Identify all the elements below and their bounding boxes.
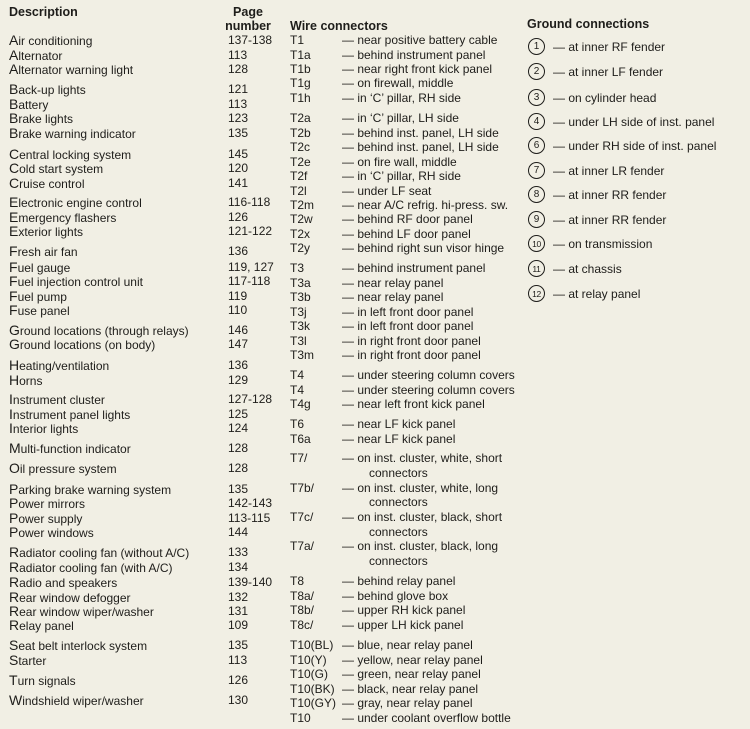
description-text: il pressure system [19,462,117,476]
ground-number-circle: 4 [528,113,545,130]
wire-code: T2w [290,212,313,226]
wire-location: — near A/C refrig. hi-press. sw. [342,198,509,212]
description-text: adiator cooling fan (with A/C) [19,561,173,575]
wire-location: — on inst. cluster, black, short [342,510,503,524]
page-number: 134 [228,560,249,574]
wire-code: T10 [290,711,311,725]
description-initial: E [9,223,19,239]
page-number: 113 [228,97,248,111]
page-number: 135 [228,482,249,496]
wire-code: T2e [290,155,311,169]
wire-code: T8b/ [290,603,315,617]
description-item [9,693,144,709]
description-item [9,545,189,561]
page-number: 109 [228,618,249,632]
description-text: round locations (on body) [19,338,156,352]
description-text: nstrument cluster [12,393,105,407]
description-initial: R [9,603,20,619]
ground-location: — at inner RR fender [553,187,667,202]
wire-location: — near left front kick panel [342,397,485,411]
description-initial: G [9,336,20,352]
ground-location: — at relay panel [553,286,641,301]
description-initial: R [9,574,20,590]
description-initial: P [9,524,19,540]
description-item [9,673,76,689]
ground-number-circle: 1 [528,38,545,55]
ground-number-circle: 12 [528,285,545,302]
wire-location: — in ‘C’ pillar, LH side [342,111,459,125]
description-initial: I [9,406,13,422]
wire-code: T3 [290,261,305,275]
wire-code: T10(GY) [290,696,337,710]
page-number: 147 [228,337,249,351]
wire-location: — on fire wall, middle [342,155,457,169]
description-text: ower mirrors [18,497,86,511]
page-number: 119 [228,289,248,303]
wire-location: — green, near relay panel [342,667,481,681]
description-text: attery [18,98,49,112]
ground-location: — on transmission [553,236,653,251]
wire-code: T7c/ [290,510,314,524]
page-number: 142-143 [228,496,273,510]
description-text: uel injection control unit [17,275,143,289]
wire-location: — in ‘C’ pillar, RH side [342,169,461,183]
description-initial: F [9,302,18,318]
ground-location: — at inner LF fender [553,64,664,79]
description-text: entral locking system [19,148,132,162]
wire-code: T3b [290,290,311,304]
page-number: 130 [228,693,249,707]
wire-location: — near positive battery cable [342,33,498,47]
wire-code: T4 [290,383,305,397]
description-text: adio and speakers [19,576,118,590]
wire-location: — in ‘C’ pillar, RH side [342,91,461,105]
wire-code: T10(BL) [290,638,334,652]
page-number: 129 [228,373,249,387]
wire-location: — under steering column covers [342,368,515,382]
description-item [9,441,131,457]
page-header-line1: Page [233,5,263,19]
wire-location: — near LF kick panel [342,432,456,446]
ground-item [528,113,714,130]
wire-location: — upper LH kick panel [342,618,464,632]
description-initial: M [9,440,21,456]
page-number: 141 [228,176,249,190]
description-initial: A [9,32,19,48]
wire-location: — behind instrument panel [342,48,486,62]
description-initial: E [9,209,19,225]
description-initial: P [9,481,19,497]
page-number: 128 [228,62,249,76]
wire-code: T2f [290,169,308,183]
description-text: lternator warning light [18,63,134,77]
wire-code: T2l [290,184,307,198]
description-text: indshield wiper/washer [22,694,144,708]
ground-number-circle: 3 [528,89,545,106]
wire-code: T4g [290,397,311,411]
wire-location: — in left front door panel [342,305,474,319]
ground-item [528,285,640,302]
wire-location: — on inst. cluster, black, long [342,539,499,553]
wire-location: — under LF seat [342,184,432,198]
description-initial: S [9,637,19,653]
description-initial: H [9,372,20,388]
ground-number-circle: 11 [528,260,545,277]
description-initial: A [9,47,19,63]
page-number-header [222,5,274,33]
ground-location: — at inner RF fender [553,39,666,54]
wire-location: — behind relay panel [342,574,456,588]
wire-code: T2b [290,126,311,140]
wire-code: T1h [290,91,311,105]
wire-code: T3l [290,334,307,348]
description-text: orns [19,374,43,388]
description-initial: E [9,194,19,210]
page-number: 145 [228,147,249,161]
wire-code: T6 [290,417,305,431]
ground-item [528,63,663,80]
page-number: 136 [228,244,249,258]
page-number: 113 [228,653,248,667]
page-number: 136 [228,358,249,372]
ground-location: — at chassis [553,261,622,276]
ground-item [528,137,716,154]
description-text: tarter [18,654,47,668]
ground-location: — at inner RR fender [553,212,667,227]
description-item [9,33,92,49]
ground-number-circle: 2 [528,63,545,80]
description-item [9,461,117,477]
wire-location: — blue, near relay panel [342,638,473,652]
wire-code: T3m [290,348,314,362]
description-text: nstrument panel lights [12,408,131,422]
wire-location: — near LF kick panel [342,417,456,431]
ground-number-circle: 10 [528,235,545,252]
wire-code: T7/ [290,451,308,465]
description-item [9,111,73,127]
description-initial: B [9,125,19,141]
page-number: 125 [228,407,249,421]
description-item [9,224,83,240]
description-text: lectronic engine control [18,196,142,210]
wire-code: T1a [290,48,311,62]
description-item [9,62,133,78]
description-initial: P [9,510,19,526]
description-item [9,274,143,290]
description-item [9,303,70,319]
wire-location: — on firewall, middle [342,76,454,90]
description-item [9,244,78,260]
description-text: xterior lights [18,225,84,239]
wire-code: T6a [290,432,311,446]
wire-location: — near right front kick panel [342,62,493,76]
ground-number-circle: 8 [528,186,545,203]
description-text: urn signals [17,674,76,688]
ground-number-circle: 6 [528,137,545,154]
wire-code: T10(G) [290,667,329,681]
description-text: elay panel [19,619,74,633]
wire-code: T10(Y) [290,653,327,667]
description-initial: B [9,96,19,112]
wire-location: — gray, near relay panel [342,696,473,710]
ground-item [528,260,622,277]
wire-location: connectors [369,554,428,568]
wire-code: T2y [290,241,311,255]
description-initial: R [9,589,20,605]
wire-code: T8 [290,574,305,588]
page-header-line2: number [225,19,271,33]
wire-code: T8c/ [290,618,314,632]
description-text: uel pump [17,290,67,304]
wire-location: — near relay panel [342,276,444,290]
description-text: ack-up lights [18,83,86,97]
page-number: 133 [228,545,249,559]
wire-code: T7a/ [290,539,315,553]
description-initial: G [9,322,20,338]
wire-location: — yellow, near relay panel [342,653,483,667]
description-item [9,195,142,211]
description-item [9,496,85,512]
ground-item [528,162,664,179]
description-initial: T [9,672,18,688]
page-number: 119, 127 [228,260,274,274]
page-number: 135 [228,638,249,652]
description-item [9,618,74,634]
wire-location: — under coolant overflow bottle [342,711,511,725]
page-number: 131 [228,604,249,618]
wire-location: — behind RF door panel [342,212,473,226]
description-item [9,337,155,353]
ground-item [528,186,666,203]
description-initial: C [9,175,20,191]
description-initial: W [9,692,23,708]
description-initial: R [9,544,20,560]
ground-location: — under RH side of inst. panel [553,138,717,153]
description-item [9,638,147,654]
ground-item [528,38,665,55]
page-number: 137-138 [228,33,273,47]
page-number: 124 [228,421,249,435]
wire-location: — behind right sun visor hinge [342,241,505,255]
description-text: ir conditioning [18,34,93,48]
page-number: 121 [228,82,249,96]
wire-code: T8a/ [290,589,315,603]
description-initial: I [9,391,13,407]
wire-location: connectors [369,495,428,509]
page-number: 132 [228,590,249,604]
description-text: nterior lights [12,422,79,436]
wire-code: T10(BK) [290,682,335,696]
page-number: 128 [228,441,249,455]
wire-code: T3j [290,305,307,319]
wire-code: T7b/ [290,481,315,495]
wire-location: — behind LF door panel [342,227,471,241]
page-number: 117-118 [228,274,271,288]
wire-connectors-header: Wire connectors [290,19,388,33]
wire-location: — behind inst. panel, LH side [342,140,499,154]
description-text: ower windows [18,526,94,540]
page-number: 116-118 [228,195,271,209]
description-item [9,176,85,192]
description-initial: F [9,273,18,289]
wire-code: T3k [290,319,311,333]
description-item [9,373,42,389]
wire-location: — upper RH kick panel [342,603,466,617]
page-number: 144 [228,525,249,539]
description-text: arking brake warning system [18,483,172,497]
wire-code: T3a [290,276,311,290]
description-initial: C [9,146,20,162]
page-number: 135 [228,126,249,140]
description-text: ulti-function indicator [20,442,131,456]
wire-location: — behind glove box [342,589,449,603]
description-initial: I [9,420,13,436]
description-initial: F [9,288,18,304]
description-text: resh air fan [17,245,78,259]
description-text: uel gauge [17,261,71,275]
ground-item [528,211,666,228]
description-item [9,525,94,541]
ground-connections-header: Ground connections [527,17,650,31]
description-item [9,421,78,437]
description-header: Description [9,5,78,19]
description-text: ear window wiper/washer [19,605,154,619]
description-text: round locations (through relays) [19,324,189,338]
description-item [9,161,103,177]
wire-code: T1g [290,76,311,90]
wire-code: T2c [290,140,311,154]
page-number: 120 [228,161,249,175]
description-text: ruise control [19,177,85,191]
description-item [9,82,86,98]
description-initial: F [9,259,18,275]
wire-location: — in right front door panel [342,348,481,362]
description-item [9,126,136,142]
description-initial: H [9,357,20,373]
page-number: 139-140 [228,575,273,589]
description-item [9,653,46,669]
wire-code: T2x [290,227,311,241]
page-number: 110 [228,303,248,317]
ground-location: — under LH side of inst. panel [553,114,715,129]
description-text: eat belt interlock system [18,639,148,653]
description-text: mergency flashers [18,211,117,225]
description-initial: F [9,243,18,259]
description-text: ower supply [18,512,83,526]
wire-code: T1b [290,62,311,76]
description-item [9,560,173,576]
description-text: rake lights [18,112,74,126]
wire-location: — near relay panel [342,290,444,304]
wire-code: T4 [290,368,305,382]
description-initial: R [9,559,20,575]
wire-location: — on inst. cluster, white, short [342,451,503,465]
wire-code: T2m [290,198,314,212]
page-number: 113-115 [228,511,271,525]
ground-location: — on cylinder head [553,90,657,105]
page-number: 126 [228,673,249,687]
description-item [9,358,109,374]
description-item [9,392,105,408]
page-number: 123 [228,111,249,125]
wire-code: T1 [290,33,305,47]
page-number: 128 [228,461,249,475]
description-text: old start system [19,162,104,176]
description-initial: C [9,160,20,176]
page-number: 113 [228,48,248,62]
ground-location: — at inner LR fender [553,163,665,178]
description-item [9,575,117,591]
wire-location: connectors [369,466,428,480]
description-text: lternator [18,49,63,63]
wire-location: — in right front door panel [342,334,481,348]
description-text: eating/ventilation [19,359,110,373]
wire-location: — in left front door panel [342,319,474,333]
page-number: 121-122 [228,224,273,238]
description-initial: R [9,617,20,633]
wire-location: — on inst. cluster, white, long [342,481,499,495]
page-number: 127-128 [228,392,273,406]
ground-item [528,89,656,106]
description-text: rake warning indicator [18,127,136,141]
ground-number-circle: 9 [528,211,545,228]
page-number: 146 [228,323,249,337]
description-initial: P [9,495,19,511]
ground-item [528,235,652,252]
wire-location: connectors [369,525,428,539]
wire-location: — behind inst. panel, LH side [342,126,499,140]
description-initial: B [9,81,19,97]
wire-code: T2a [290,111,311,125]
description-initial: A [9,61,19,77]
ground-number-circle: 7 [528,162,545,179]
description-text: adiator cooling fan (without A/C) [19,546,190,560]
description-initial: B [9,110,19,126]
description-text: ear window defogger [19,591,131,605]
page-number: 126 [228,210,249,224]
description-initial: S [9,652,19,668]
wire-location: — behind instrument panel [342,261,486,275]
description-initial: O [9,460,20,476]
wire-location: — under steering column covers [342,383,515,397]
wire-location: — black, near relay panel [342,682,479,696]
description-text: use panel [17,304,70,318]
